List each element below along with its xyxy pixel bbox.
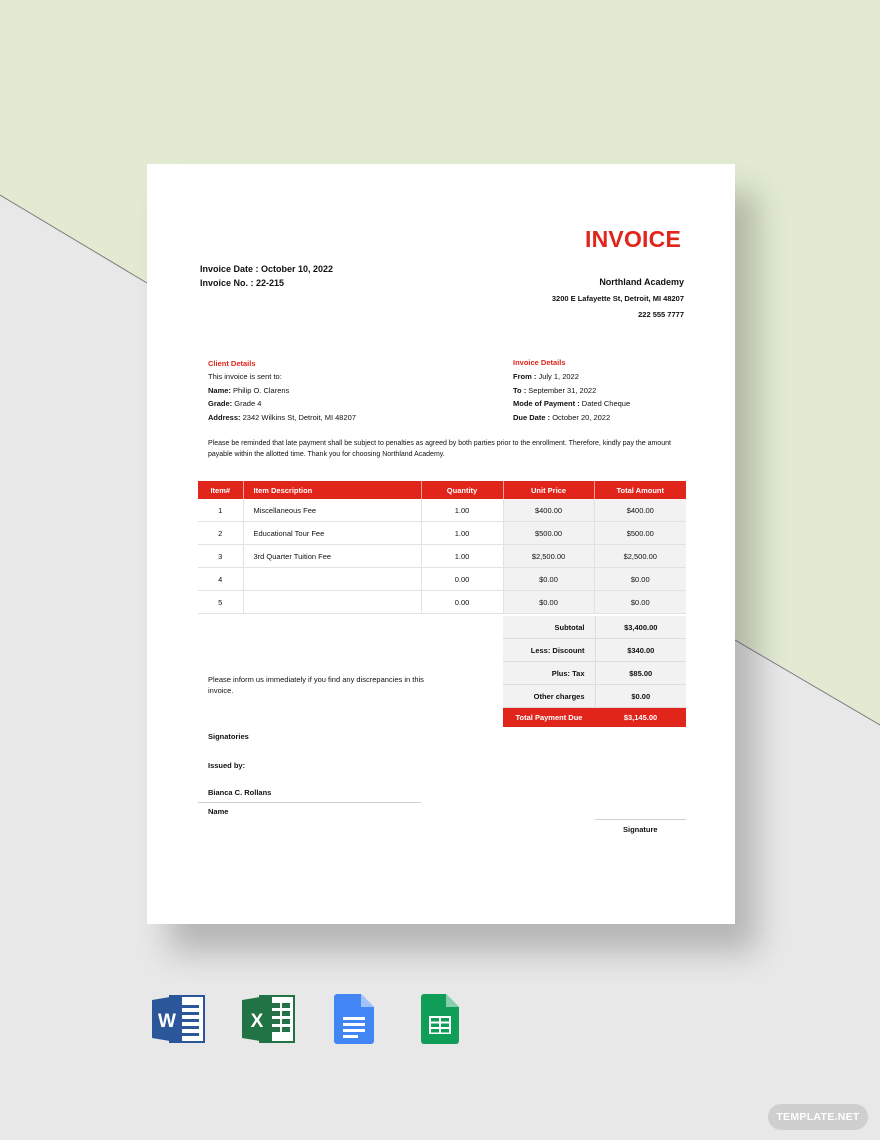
subtotal-value: $3,400.00 <box>595 616 686 639</box>
google-docs-icon[interactable] <box>334 994 374 1049</box>
cell-item: 4 <box>198 568 243 591</box>
invoice-date: Invoice Date : October 10, 2022 <box>200 264 334 274</box>
total-due-value: $3,145.00 <box>595 708 686 728</box>
cell-total: $500.00 <box>594 522 686 545</box>
issued-by-label: Issued by: <box>208 761 246 770</box>
invoice-period-to: To : September 31, 2022 <box>513 386 597 395</box>
cell-item: 5 <box>198 591 243 614</box>
client-sent-to: This invoice is sent to: <box>208 372 282 381</box>
client-details-heading: Client Details <box>208 359 256 368</box>
total-due-label: Total Payment Due <box>503 708 595 728</box>
client-name: Name: Philip O. Clarens <box>208 386 290 395</box>
signatories-heading: Signatories <box>208 732 249 741</box>
cell-description: Miscellaneous Fee <box>243 499 421 522</box>
svg-text:X: X <box>250 1011 264 1032</box>
header-item-number: Item# <box>198 481 243 499</box>
name-label: Name <box>208 807 229 816</box>
items-table-header <box>198 481 686 499</box>
cell-item: 3 <box>198 545 243 568</box>
cell-description: 3rd Quarter Tuition Fee <box>243 545 421 568</box>
cell-unit-price: $500.00 <box>503 522 594 545</box>
cell-description <box>243 591 421 614</box>
cell-unit-price: $400.00 <box>503 499 594 522</box>
cell-item: 2 <box>198 522 243 545</box>
discrepancy-note: Please inform us immediately if you find any discrepancies in this invoice. <box>208 675 424 695</box>
other-charges-row <box>503 685 686 708</box>
table-row <box>198 545 686 568</box>
cell-quantity: 1.00 <box>421 522 503 545</box>
svg-text:W: W <box>158 1011 176 1032</box>
header-unit-price: Unit Price <box>503 481 594 499</box>
payment-mode: Mode of Payment : Dated Cheque <box>513 399 631 408</box>
cell-description <box>243 568 421 591</box>
table-row <box>198 591 686 614</box>
tax-value: $85.00 <box>595 662 686 685</box>
due-date: Due Date : October 20, 2022 <box>513 413 611 422</box>
total-due-row <box>503 708 686 728</box>
cell-total: $0.00 <box>594 568 686 591</box>
totals-table <box>503 616 686 727</box>
discount-value: $340.00 <box>595 639 686 662</box>
subtotal-row <box>503 616 686 639</box>
google-sheets-icon[interactable] <box>421 994 459 1049</box>
discount-label: Less: Discount <box>503 639 595 662</box>
discount-row <box>503 639 686 662</box>
company-address: 3200 E Lafayette St, Detroit, MI 48207 <box>551 294 684 303</box>
items-table <box>198 481 686 614</box>
header-item-description: Item Description <box>243 481 421 499</box>
table-row <box>198 522 686 545</box>
client-address: Address: 2342 Wilkins St, Detroit, MI 48207 <box>208 413 356 422</box>
cell-total: $2,500.00 <box>594 545 686 568</box>
signature-line <box>595 819 686 820</box>
cell-unit-price: $0.00 <box>503 568 594 591</box>
tax-label: Plus: Tax <box>503 662 595 685</box>
word-icon[interactable] <box>152 994 206 1049</box>
table-row <box>198 499 686 522</box>
cell-unit-price: $2,500.00 <box>503 545 594 568</box>
name-line <box>198 802 421 803</box>
cell-total: $0.00 <box>594 591 686 614</box>
cell-description: Educational Tour Fee <box>243 522 421 545</box>
client-grade: Grade: Grade 4 <box>208 399 262 408</box>
excel-icon[interactable] <box>242 994 296 1049</box>
signature-label: Signature <box>623 825 658 834</box>
invoice-title: INVOICE <box>585 226 681 252</box>
company-phone: 222 555 7777 <box>638 310 684 319</box>
payment-reminder-note: Please be reminded that late payment shall be subject to penalties as agreed by both parties prior to the enrollment. Therefore, kindly pay the amount payable within the allotted time. Thank you for choosing Northland Academy. <box>208 440 671 458</box>
invoice-document <box>147 164 735 924</box>
company-name: Northland Academy <box>599 277 684 287</box>
cell-total: $400.00 <box>594 499 686 522</box>
other-charges-value: $0.00 <box>595 685 686 708</box>
cell-quantity: 0.00 <box>421 568 503 591</box>
header-total-amount: Total Amount <box>594 481 686 499</box>
invoice-period-from: From : July 1, 2022 <box>513 372 579 381</box>
template-net-watermark: TEMPLATE.NET <box>768 1104 868 1130</box>
header-quantity: Quantity <box>421 481 503 499</box>
cell-quantity: 0.00 <box>421 591 503 614</box>
invoice-details-heading: Invoice Details <box>513 358 566 367</box>
other-charges-label: Other charges <box>503 685 595 708</box>
cell-unit-price: $0.00 <box>503 591 594 614</box>
subtotal-label: Subtotal <box>503 616 595 639</box>
table-row <box>198 568 686 591</box>
signer-name: Bianca C. Rollans <box>208 788 272 797</box>
tax-row <box>503 662 686 685</box>
cell-quantity: 1.00 <box>421 545 503 568</box>
invoice-number: Invoice No. : 22-215 <box>200 278 285 288</box>
cell-item: 1 <box>198 499 243 522</box>
cell-quantity: 1.00 <box>421 499 503 522</box>
